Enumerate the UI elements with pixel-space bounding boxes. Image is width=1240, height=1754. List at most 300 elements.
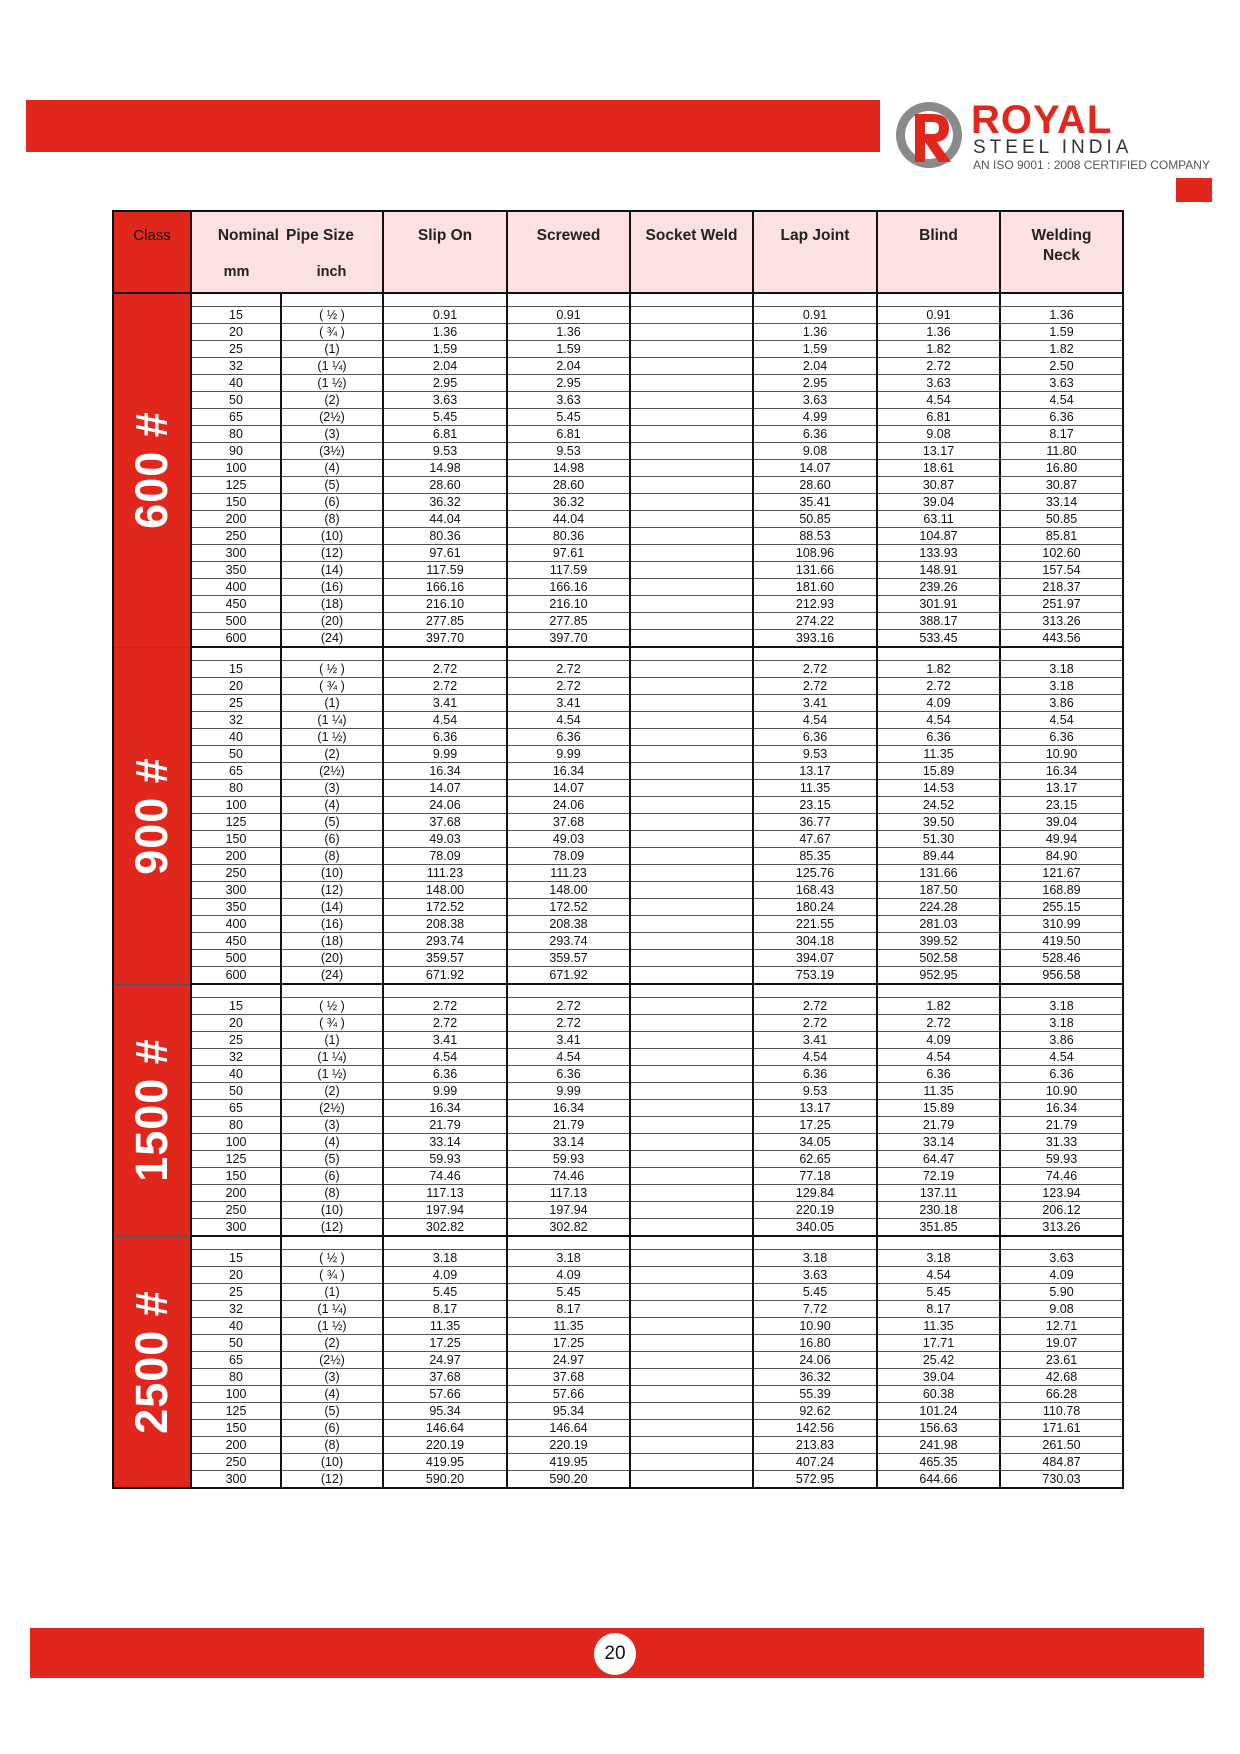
slip-on-cell: 359.57 bbox=[383, 950, 507, 967]
blind-cell: 156.63 bbox=[877, 1420, 1000, 1437]
screwed-cell: 8.17 bbox=[507, 1301, 630, 1318]
welding-neck-cell: 206.12 bbox=[1000, 1202, 1123, 1219]
inch-cell: (6) bbox=[281, 494, 383, 511]
screwed-cell: 78.09 bbox=[507, 848, 630, 865]
company-logo bbox=[893, 98, 1223, 178]
blind-cell: 952.95 bbox=[877, 967, 1000, 985]
slip-on-cell: 8.17 bbox=[383, 1301, 507, 1318]
screwed-cell: 9.99 bbox=[507, 1083, 630, 1100]
socket-weld-cell bbox=[630, 1250, 753, 1267]
screwed-cell: 0.91 bbox=[507, 307, 630, 324]
blind-cell: 11.35 bbox=[877, 1083, 1000, 1100]
slip-on-cell: 78.09 bbox=[383, 848, 507, 865]
blind-cell: 1.36 bbox=[877, 324, 1000, 341]
screwed-cell: 11.35 bbox=[507, 1318, 630, 1335]
screwed-cell: 4.54 bbox=[507, 712, 630, 729]
spacer-cell bbox=[191, 293, 281, 307]
class-cell bbox=[113, 1236, 191, 1488]
lap-joint-cell: 2.72 bbox=[753, 998, 877, 1015]
table-row bbox=[113, 1352, 1123, 1369]
screwed-cell: 16.34 bbox=[507, 1100, 630, 1117]
mm-cell: 80 bbox=[191, 426, 281, 443]
screwed-cell: 302.82 bbox=[507, 1219, 630, 1237]
blind-cell: 15.89 bbox=[877, 763, 1000, 780]
slip-on-cell: 24.97 bbox=[383, 1352, 507, 1369]
lap-joint-cell: 14.07 bbox=[753, 460, 877, 477]
inch-cell: (2½) bbox=[281, 1352, 383, 1369]
welding-neck-cell: 9.08 bbox=[1000, 1301, 1123, 1318]
mm-cell: 90 bbox=[191, 443, 281, 460]
welding-neck-cell: 4.09 bbox=[1000, 1267, 1123, 1284]
header-slip-on: Slip On bbox=[383, 211, 507, 293]
blind-cell: 21.79 bbox=[877, 1117, 1000, 1134]
slip-on-cell: 4.54 bbox=[383, 712, 507, 729]
slip-on-cell: 9.99 bbox=[383, 746, 507, 763]
screwed-cell: 80.36 bbox=[507, 528, 630, 545]
mm-cell: 15 bbox=[191, 998, 281, 1015]
table-row bbox=[113, 477, 1123, 494]
table-row bbox=[113, 1437, 1123, 1454]
mm-cell: 300 bbox=[191, 882, 281, 899]
header-lap-joint: Lap Joint bbox=[753, 211, 877, 293]
socket-weld-cell bbox=[630, 848, 753, 865]
blind-cell: 64.47 bbox=[877, 1151, 1000, 1168]
lap-joint-cell: 220.19 bbox=[753, 1202, 877, 1219]
socket-weld-cell bbox=[630, 562, 753, 579]
blind-cell: 351.85 bbox=[877, 1219, 1000, 1237]
inch-cell: (10) bbox=[281, 865, 383, 882]
mm-cell: 65 bbox=[191, 409, 281, 426]
screwed-cell: 17.25 bbox=[507, 1335, 630, 1352]
welding-neck-cell: 30.87 bbox=[1000, 477, 1123, 494]
welding-neck-cell: 3.18 bbox=[1000, 998, 1123, 1015]
slip-on-cell: 117.59 bbox=[383, 562, 507, 579]
screwed-cell: 277.85 bbox=[507, 613, 630, 630]
welding-neck-cell: 23.15 bbox=[1000, 797, 1123, 814]
slip-on-cell: 277.85 bbox=[383, 613, 507, 630]
mm-cell: 65 bbox=[191, 1352, 281, 1369]
socket-weld-cell bbox=[630, 1420, 753, 1437]
table-row bbox=[113, 1168, 1123, 1185]
socket-weld-cell bbox=[630, 933, 753, 950]
mm-cell: 125 bbox=[191, 1403, 281, 1420]
blind-cell: 133.93 bbox=[877, 545, 1000, 562]
welding-neck-cell: 218.37 bbox=[1000, 579, 1123, 596]
socket-weld-cell bbox=[630, 443, 753, 460]
welding-neck-cell: 74.46 bbox=[1000, 1168, 1123, 1185]
table-row bbox=[113, 1471, 1123, 1489]
table-row bbox=[113, 678, 1123, 695]
screwed-cell: 3.63 bbox=[507, 392, 630, 409]
spacer-cell bbox=[281, 1236, 383, 1250]
socket-weld-cell bbox=[630, 1335, 753, 1352]
spacer-cell bbox=[281, 984, 383, 998]
table-row bbox=[113, 613, 1123, 630]
slip-on-cell: 49.03 bbox=[383, 831, 507, 848]
lap-joint-cell: 7.72 bbox=[753, 1301, 877, 1318]
socket-weld-cell bbox=[630, 695, 753, 712]
socket-weld-cell bbox=[630, 950, 753, 967]
inch-cell: (14) bbox=[281, 562, 383, 579]
table-row bbox=[113, 1083, 1123, 1100]
welding-neck-cell: 4.54 bbox=[1000, 712, 1123, 729]
screwed-cell: 5.45 bbox=[507, 1284, 630, 1301]
table-row bbox=[113, 596, 1123, 613]
inch-cell: (3) bbox=[281, 1369, 383, 1386]
spacer-cell bbox=[753, 647, 877, 661]
socket-weld-cell bbox=[630, 712, 753, 729]
lap-joint-cell: 181.60 bbox=[753, 579, 877, 596]
socket-weld-cell bbox=[630, 729, 753, 746]
blind-cell: 39.04 bbox=[877, 494, 1000, 511]
header-socket-weld: Socket Weld bbox=[630, 211, 753, 293]
mm-cell: 400 bbox=[191, 579, 281, 596]
header-screwed: Screwed bbox=[507, 211, 630, 293]
lap-joint-cell: 2.72 bbox=[753, 1015, 877, 1032]
socket-weld-cell bbox=[630, 1100, 753, 1117]
inch-cell: (1) bbox=[281, 695, 383, 712]
inch-cell: ( ½ ) bbox=[281, 1250, 383, 1267]
lap-joint-cell: 34.05 bbox=[753, 1134, 877, 1151]
welding-neck-cell: 3.86 bbox=[1000, 1032, 1123, 1049]
mm-cell: 150 bbox=[191, 1168, 281, 1185]
lap-joint-cell: 2.72 bbox=[753, 678, 877, 695]
slip-on-cell: 671.92 bbox=[383, 967, 507, 985]
blind-cell: 14.53 bbox=[877, 780, 1000, 797]
screwed-cell: 397.70 bbox=[507, 630, 630, 648]
welding-neck-cell: 13.17 bbox=[1000, 780, 1123, 797]
screwed-cell: 3.41 bbox=[507, 1032, 630, 1049]
blind-cell: 4.09 bbox=[877, 1032, 1000, 1049]
mm-cell: 40 bbox=[191, 1318, 281, 1335]
blind-cell: 6.81 bbox=[877, 409, 1000, 426]
lap-joint-cell: 2.95 bbox=[753, 375, 877, 392]
flange-weight-table bbox=[112, 210, 1124, 1489]
inch-cell: (24) bbox=[281, 630, 383, 648]
screwed-cell: 6.36 bbox=[507, 1066, 630, 1083]
blind-cell: 137.11 bbox=[877, 1185, 1000, 1202]
table-row bbox=[113, 763, 1123, 780]
mm-cell: 32 bbox=[191, 358, 281, 375]
socket-weld-cell bbox=[630, 763, 753, 780]
lap-joint-cell: 168.43 bbox=[753, 882, 877, 899]
lap-joint-cell: 212.93 bbox=[753, 596, 877, 613]
table-row bbox=[113, 392, 1123, 409]
mm-cell: 80 bbox=[191, 1369, 281, 1386]
lap-joint-cell: 28.60 bbox=[753, 477, 877, 494]
socket-weld-cell bbox=[630, 460, 753, 477]
welding-neck-cell: 85.81 bbox=[1000, 528, 1123, 545]
lap-joint-cell: 274.22 bbox=[753, 613, 877, 630]
slip-on-cell: 6.81 bbox=[383, 426, 507, 443]
screwed-cell: 4.09 bbox=[507, 1267, 630, 1284]
blind-cell: 1.82 bbox=[877, 661, 1000, 678]
inch-cell: (1 ¼) bbox=[281, 712, 383, 729]
slip-on-cell: 2.72 bbox=[383, 678, 507, 695]
welding-neck-cell: 255.15 bbox=[1000, 899, 1123, 916]
slip-on-cell: 4.09 bbox=[383, 1267, 507, 1284]
blind-cell: 104.87 bbox=[877, 528, 1000, 545]
slip-on-cell: 16.34 bbox=[383, 763, 507, 780]
table-row bbox=[113, 1284, 1123, 1301]
socket-weld-cell bbox=[630, 1015, 753, 1032]
inch-cell: (2½) bbox=[281, 409, 383, 426]
table-row bbox=[113, 1318, 1123, 1335]
inch-cell: (16) bbox=[281, 579, 383, 596]
inch-cell: (8) bbox=[281, 1185, 383, 1202]
socket-weld-cell bbox=[630, 1267, 753, 1284]
mm-cell: 40 bbox=[191, 375, 281, 392]
lap-joint-cell: 572.95 bbox=[753, 1471, 877, 1489]
welding-neck-cell: 6.36 bbox=[1000, 1066, 1123, 1083]
inch-cell: (10) bbox=[281, 528, 383, 545]
blind-cell: 502.58 bbox=[877, 950, 1000, 967]
mm-cell: 80 bbox=[191, 1117, 281, 1134]
inch-cell: (1 ¼) bbox=[281, 358, 383, 375]
table-row bbox=[113, 967, 1123, 985]
blind-cell: 9.08 bbox=[877, 426, 1000, 443]
mm-cell: 80 bbox=[191, 780, 281, 797]
blind-cell: 281.03 bbox=[877, 916, 1000, 933]
slip-on-cell: 6.36 bbox=[383, 1066, 507, 1083]
slip-on-cell: 5.45 bbox=[383, 409, 507, 426]
screwed-cell: 3.41 bbox=[507, 695, 630, 712]
royal-logo-icon bbox=[893, 100, 965, 170]
spacer-cell bbox=[877, 293, 1000, 307]
inch-cell: (4) bbox=[281, 1134, 383, 1151]
inch-cell: (2½) bbox=[281, 763, 383, 780]
section-spacer-row bbox=[113, 984, 1123, 998]
spacer-cell bbox=[191, 647, 281, 661]
spacer-cell bbox=[281, 293, 383, 307]
table-body bbox=[113, 293, 1123, 1488]
inch-cell: (6) bbox=[281, 1420, 383, 1437]
lap-joint-cell: 393.16 bbox=[753, 630, 877, 648]
mm-cell: 200 bbox=[191, 511, 281, 528]
inch-cell: (3½) bbox=[281, 443, 383, 460]
inch-cell: ( ¾ ) bbox=[281, 678, 383, 695]
screwed-cell: 166.16 bbox=[507, 579, 630, 596]
inch-cell: (6) bbox=[281, 831, 383, 848]
brand-name: ROYAL bbox=[971, 98, 1113, 142]
inch-cell: (3) bbox=[281, 1117, 383, 1134]
welding-neck-cell: 21.79 bbox=[1000, 1117, 1123, 1134]
screwed-cell: 4.54 bbox=[507, 1049, 630, 1066]
slip-on-cell: 2.72 bbox=[383, 998, 507, 1015]
inch-cell: (1 ½) bbox=[281, 375, 383, 392]
socket-weld-cell bbox=[630, 831, 753, 848]
screwed-cell: 220.19 bbox=[507, 1437, 630, 1454]
blind-cell: 25.42 bbox=[877, 1352, 1000, 1369]
socket-weld-cell bbox=[630, 324, 753, 341]
spacer-cell bbox=[1000, 293, 1123, 307]
slip-on-cell: 216.10 bbox=[383, 596, 507, 613]
inch-cell: (1) bbox=[281, 341, 383, 358]
welding-neck-cell: 42.68 bbox=[1000, 1369, 1123, 1386]
blind-cell: 8.17 bbox=[877, 1301, 1000, 1318]
mm-cell: 20 bbox=[191, 1267, 281, 1284]
inch-cell: ( ¾ ) bbox=[281, 324, 383, 341]
mm-cell: 600 bbox=[191, 967, 281, 985]
welding-neck-cell: 33.14 bbox=[1000, 494, 1123, 511]
lap-joint-cell: 6.36 bbox=[753, 1066, 877, 1083]
socket-weld-cell bbox=[630, 865, 753, 882]
screwed-cell: 1.36 bbox=[507, 324, 630, 341]
class-cell bbox=[113, 293, 191, 647]
mm-cell: 50 bbox=[191, 392, 281, 409]
inch-cell: (3) bbox=[281, 780, 383, 797]
mm-cell: 25 bbox=[191, 1032, 281, 1049]
mm-cell: 125 bbox=[191, 1151, 281, 1168]
lap-joint-cell: 55.39 bbox=[753, 1386, 877, 1403]
spacer-cell bbox=[630, 984, 753, 998]
blind-cell: 15.89 bbox=[877, 1100, 1000, 1117]
lap-joint-cell: 50.85 bbox=[753, 511, 877, 528]
lap-joint-cell: 9.53 bbox=[753, 1083, 877, 1100]
welding-neck-cell: 1.36 bbox=[1000, 307, 1123, 324]
welding-neck-cell: 261.50 bbox=[1000, 1437, 1123, 1454]
lap-joint-cell: 131.66 bbox=[753, 562, 877, 579]
slip-on-cell: 2.04 bbox=[383, 358, 507, 375]
welding-neck-cell: 2.50 bbox=[1000, 358, 1123, 375]
screwed-cell: 2.95 bbox=[507, 375, 630, 392]
mm-cell: 32 bbox=[191, 712, 281, 729]
blind-cell: 4.09 bbox=[877, 695, 1000, 712]
inch-cell: ( ½ ) bbox=[281, 307, 383, 324]
inch-cell: (10) bbox=[281, 1202, 383, 1219]
mm-cell: 150 bbox=[191, 1420, 281, 1437]
screwed-cell: 2.04 bbox=[507, 358, 630, 375]
screwed-cell: 2.72 bbox=[507, 998, 630, 1015]
socket-weld-cell bbox=[630, 1134, 753, 1151]
slip-on-cell: 220.19 bbox=[383, 1437, 507, 1454]
screwed-cell: 590.20 bbox=[507, 1471, 630, 1489]
slip-on-cell: 293.74 bbox=[383, 933, 507, 950]
lap-joint-cell: 3.63 bbox=[753, 392, 877, 409]
blind-cell: 533.45 bbox=[877, 630, 1000, 648]
mm-cell: 65 bbox=[191, 763, 281, 780]
screwed-cell: 671.92 bbox=[507, 967, 630, 985]
spacer-cell bbox=[507, 293, 630, 307]
inch-cell: ( ¾ ) bbox=[281, 1015, 383, 1032]
spacer-cell bbox=[630, 1236, 753, 1250]
blind-cell: 1.82 bbox=[877, 341, 1000, 358]
blind-cell: 1.82 bbox=[877, 998, 1000, 1015]
socket-weld-cell bbox=[630, 1471, 753, 1489]
mm-cell: 100 bbox=[191, 460, 281, 477]
mm-cell: 50 bbox=[191, 1083, 281, 1100]
screwed-cell: 59.93 bbox=[507, 1151, 630, 1168]
socket-weld-cell bbox=[630, 1437, 753, 1454]
welding-neck-cell: 5.90 bbox=[1000, 1284, 1123, 1301]
blind-cell: 39.50 bbox=[877, 814, 1000, 831]
screwed-cell: 2.72 bbox=[507, 661, 630, 678]
mm-cell: 25 bbox=[191, 1284, 281, 1301]
table-row bbox=[113, 1386, 1123, 1403]
lap-joint-cell: 221.55 bbox=[753, 916, 877, 933]
lap-joint-cell: 6.36 bbox=[753, 426, 877, 443]
spacer-cell bbox=[877, 647, 1000, 661]
blind-cell: 6.36 bbox=[877, 1066, 1000, 1083]
socket-weld-cell bbox=[630, 1369, 753, 1386]
inch-cell: (1 ½) bbox=[281, 729, 383, 746]
screwed-cell: 117.13 bbox=[507, 1185, 630, 1202]
mm-cell: 100 bbox=[191, 797, 281, 814]
table-row bbox=[113, 1015, 1123, 1032]
welding-neck-cell: 16.34 bbox=[1000, 763, 1123, 780]
lap-joint-cell: 92.62 bbox=[753, 1403, 877, 1420]
table-row bbox=[113, 848, 1123, 865]
blind-cell: 11.35 bbox=[877, 1318, 1000, 1335]
mm-cell: 250 bbox=[191, 1454, 281, 1471]
lap-joint-cell: 36.32 bbox=[753, 1369, 877, 1386]
blind-cell: 13.17 bbox=[877, 443, 1000, 460]
welding-neck-cell: 1.82 bbox=[1000, 341, 1123, 358]
welding-neck-cell: 12.71 bbox=[1000, 1318, 1123, 1335]
inch-cell: ( ½ ) bbox=[281, 998, 383, 1015]
blind-cell: 18.61 bbox=[877, 460, 1000, 477]
socket-weld-cell bbox=[630, 494, 753, 511]
welding-neck-cell: 84.90 bbox=[1000, 848, 1123, 865]
slip-on-cell: 5.45 bbox=[383, 1284, 507, 1301]
screwed-cell: 6.36 bbox=[507, 729, 630, 746]
table-row bbox=[113, 746, 1123, 763]
inch-cell: (5) bbox=[281, 814, 383, 831]
blind-cell: 224.28 bbox=[877, 899, 1000, 916]
table-row bbox=[113, 797, 1123, 814]
slip-on-cell: 1.36 bbox=[383, 324, 507, 341]
mm-cell: 300 bbox=[191, 1219, 281, 1237]
blind-cell: 2.72 bbox=[877, 358, 1000, 375]
mm-cell: 150 bbox=[191, 494, 281, 511]
welding-neck-cell: 6.36 bbox=[1000, 409, 1123, 426]
mm-cell: 32 bbox=[191, 1301, 281, 1318]
socket-weld-cell bbox=[630, 477, 753, 494]
spacer-cell bbox=[1000, 647, 1123, 661]
socket-weld-cell bbox=[630, 1352, 753, 1369]
screwed-cell: 9.99 bbox=[507, 746, 630, 763]
blind-cell: 3.63 bbox=[877, 375, 1000, 392]
inch-cell: (1 ¼) bbox=[281, 1301, 383, 1318]
table-row bbox=[113, 1151, 1123, 1168]
mm-cell: 65 bbox=[191, 1100, 281, 1117]
lap-joint-cell: 340.05 bbox=[753, 1219, 877, 1237]
slip-on-cell: 28.60 bbox=[383, 477, 507, 494]
page-number: 20 bbox=[594, 1633, 636, 1675]
lap-joint-cell: 0.91 bbox=[753, 307, 877, 324]
blind-cell: 51.30 bbox=[877, 831, 1000, 848]
section-spacer-row bbox=[113, 293, 1123, 307]
lap-joint-cell: 2.72 bbox=[753, 661, 877, 678]
screwed-cell: 95.34 bbox=[507, 1403, 630, 1420]
welding-neck-cell: 313.26 bbox=[1000, 1219, 1123, 1237]
slip-on-cell: 117.13 bbox=[383, 1185, 507, 1202]
table-row bbox=[113, 933, 1123, 950]
blind-cell: 399.52 bbox=[877, 933, 1000, 950]
table-row bbox=[113, 1267, 1123, 1284]
socket-weld-cell bbox=[630, 998, 753, 1015]
mm-cell: 200 bbox=[191, 848, 281, 865]
spacer-cell bbox=[507, 1236, 630, 1250]
socket-weld-cell bbox=[630, 899, 753, 916]
welding-neck-cell: 49.94 bbox=[1000, 831, 1123, 848]
brand-certification: AN ISO 9001 : 2008 CERTIFIED COMPANY bbox=[973, 158, 1210, 172]
mm-cell: 500 bbox=[191, 613, 281, 630]
inch-cell: (2) bbox=[281, 1083, 383, 1100]
socket-weld-cell bbox=[630, 661, 753, 678]
socket-weld-cell bbox=[630, 780, 753, 797]
slip-on-cell: 9.53 bbox=[383, 443, 507, 460]
